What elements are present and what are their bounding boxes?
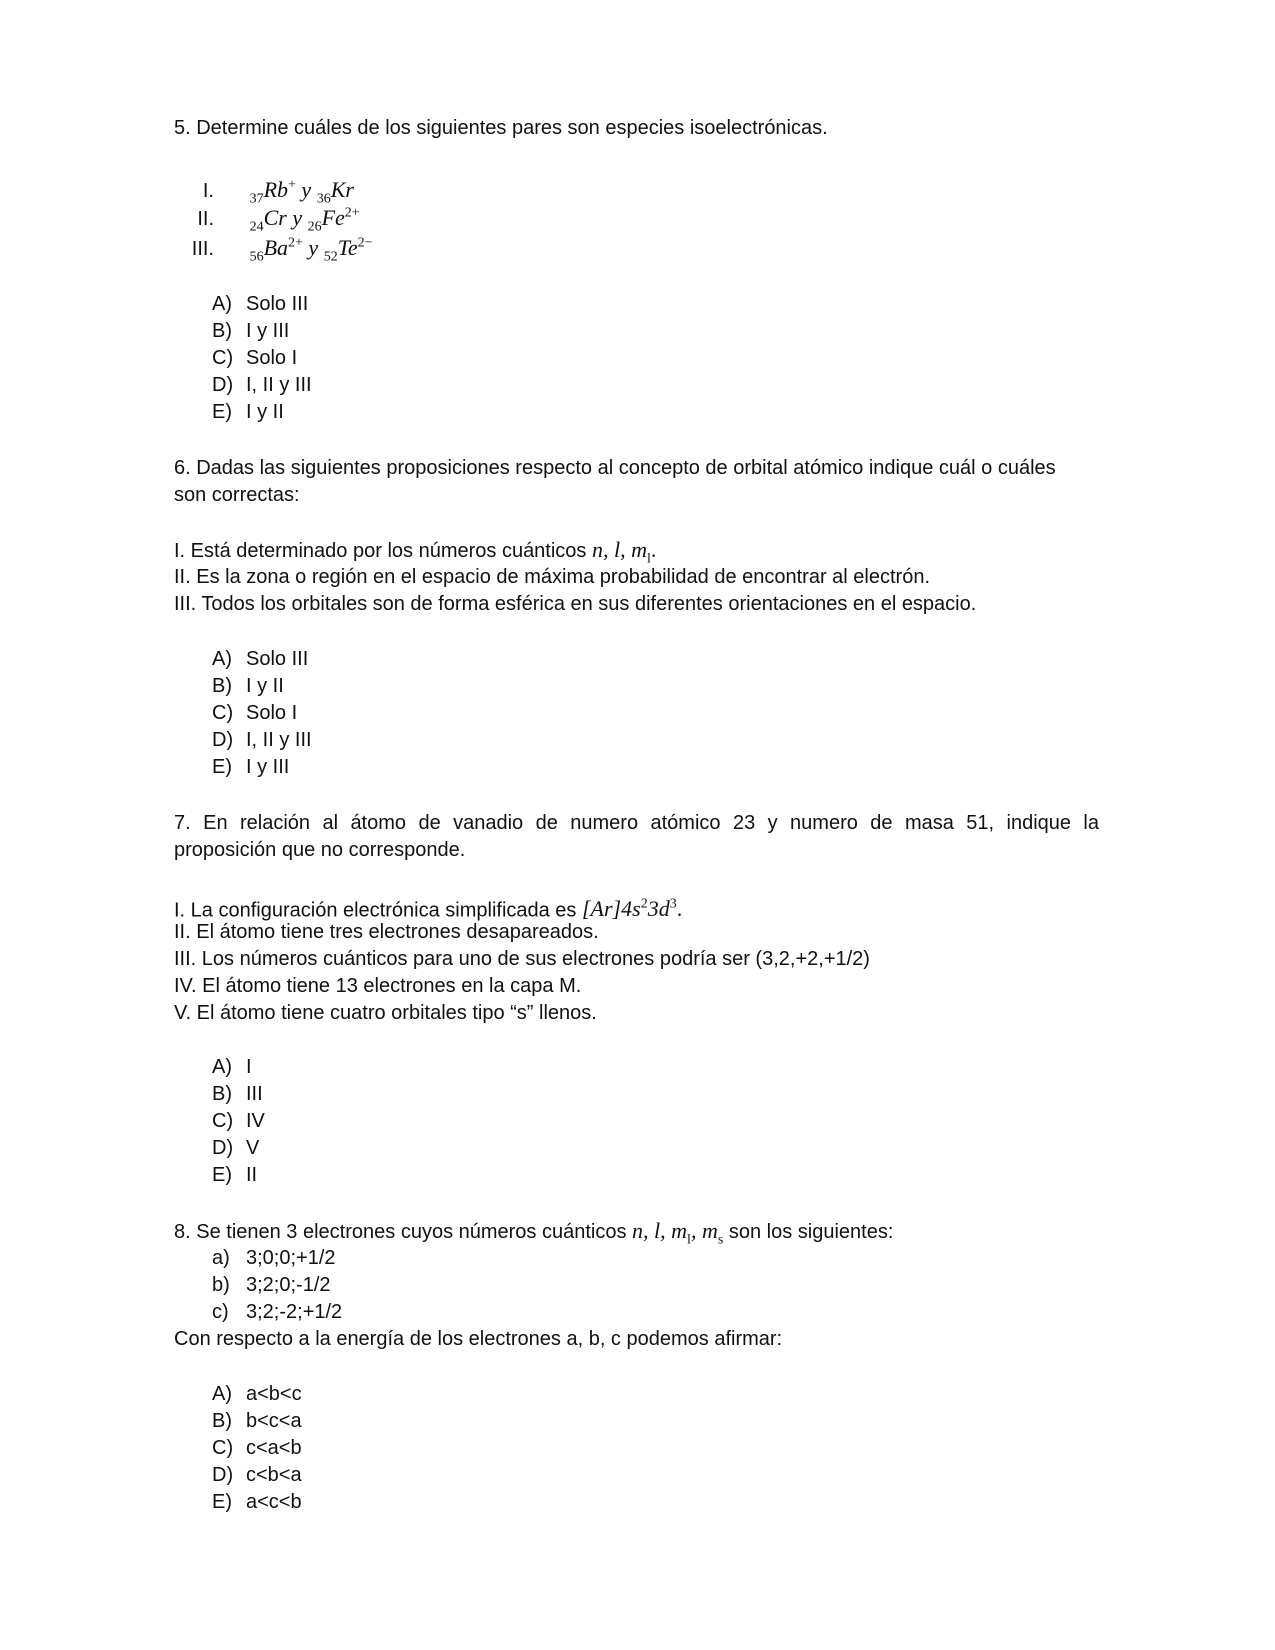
- q7-prop-4: IV. El átomo tiene 13 electrones en la capa M.: [174, 975, 582, 997]
- q8-option-c[interactable]: C) c<a<b: [212, 1437, 302, 1459]
- q8-option-b[interactable]: B) b<c<a: [212, 1410, 302, 1432]
- q6-option-c[interactable]: C) Solo I: [212, 702, 298, 724]
- item-number: III.: [191, 238, 214, 261]
- q8-stem: 8. Se tienen 3 electrones cuyos números cuánticos n, l, $m_l$, $m_s$ son los siguientes:: [174, 1218, 894, 1248]
- q7-option-d[interactable]: D) V: [212, 1137, 260, 1159]
- species-pair: $_{24}$Cr y $_{26}Fe^{2+}$: [249, 205, 360, 235]
- q7-option-c[interactable]: C) IV: [212, 1110, 265, 1132]
- q5-option-b[interactable]: B) I y III: [212, 320, 290, 342]
- q7-prop-2: II. El átomo tiene tres electrones desapareados.: [174, 921, 599, 943]
- q5-option-d[interactable]: D) I, II y III: [212, 374, 312, 396]
- q7-prop-3: III. Los números cuánticos para uno de sus electrones podría ser (3,2,+2,+1/2): [174, 948, 870, 970]
- q8-electron-b: b) 3;2;0;-1/2: [212, 1274, 331, 1296]
- q6-prop-2: II. Es la zona o región en el espacio de máxima probabilidad de encontrar al electrón.: [174, 566, 931, 588]
- species-pair: $_{37}$Rb+ y $_{36}$Kr: [249, 177, 354, 207]
- q5-stem: 5. Determine cuáles de los siguientes pares son especies isoelectrónicas.: [174, 117, 828, 139]
- q8-option-e[interactable]: E) a<c<b: [212, 1491, 302, 1513]
- quantum-numbers: n, l, $m_l$, $m_s$: [632, 1218, 724, 1248]
- q8-option-a[interactable]: A) a<b<c: [212, 1383, 302, 1405]
- electron-configuration: $[Ar]4s^23d^3$.: [582, 896, 683, 922]
- item-number: I.: [202, 180, 214, 203]
- q5-option-c[interactable]: C) Solo I: [212, 347, 298, 369]
- q7-option-b[interactable]: B) III: [212, 1083, 263, 1105]
- q7-option-a[interactable]: A) I: [212, 1056, 252, 1078]
- q6-stem-line2: son correctas:: [174, 484, 300, 506]
- q8-electron-a: a) 3;0;0;+1/2: [212, 1247, 336, 1269]
- q5-option-e[interactable]: E) I y II: [212, 401, 284, 423]
- quantum-numbers: n, l, $m_l$.: [592, 537, 657, 567]
- q5-item-3: [174, 231, 373, 271]
- q6-prop-3: III. Todos los orbitales son de forma esférica en sus diferentes orientaciones en el espacio.: [174, 593, 977, 615]
- species-pair: $_{56}Ba^{2+}$ y $_{52}Te^{2-}$: [249, 235, 373, 265]
- q8-electron-c: c) 3;2;-2;+1/2: [212, 1301, 343, 1323]
- q6-stem-line1: 6. Dadas las siguientes proposiciones respecto al concepto de orbital atómico indique cuál o cuáles: [174, 457, 1056, 479]
- q7-option-e[interactable]: E) II: [212, 1164, 258, 1186]
- q6-option-b[interactable]: B) I y II: [212, 675, 284, 697]
- q6-prop-1: I. Está determinado por los números cuánticos n, l, $m_l$.: [174, 537, 657, 567]
- q7-stem-line1: 7. En relación al átomo de vanadio de numero atómico 23 y numero de masa 51, indique la: [174, 812, 1099, 834]
- q5-option-a[interactable]: A) Solo III: [212, 293, 309, 315]
- q8-option-d[interactable]: D) c<b<a: [212, 1464, 302, 1486]
- q6-option-a[interactable]: A) Solo III: [212, 648, 309, 670]
- q7-prop-5: V. El átomo tiene cuatro orbitales tipo “s” llenos.: [174, 1002, 597, 1024]
- item-number: II.: [197, 208, 214, 231]
- q6-option-e[interactable]: E) I y III: [212, 756, 290, 778]
- q7-prop-1: I. La configuración electrónica simplificada es $[Ar]4s^23d^3$.: [174, 896, 683, 922]
- q6-option-d[interactable]: D) I, II y III: [212, 729, 312, 751]
- q8-question: Con respecto a la energía de los electrones a, b, c podemos afirmar:: [174, 1328, 783, 1350]
- q7-stem-line2: proposición que no corresponde.: [174, 839, 466, 861]
